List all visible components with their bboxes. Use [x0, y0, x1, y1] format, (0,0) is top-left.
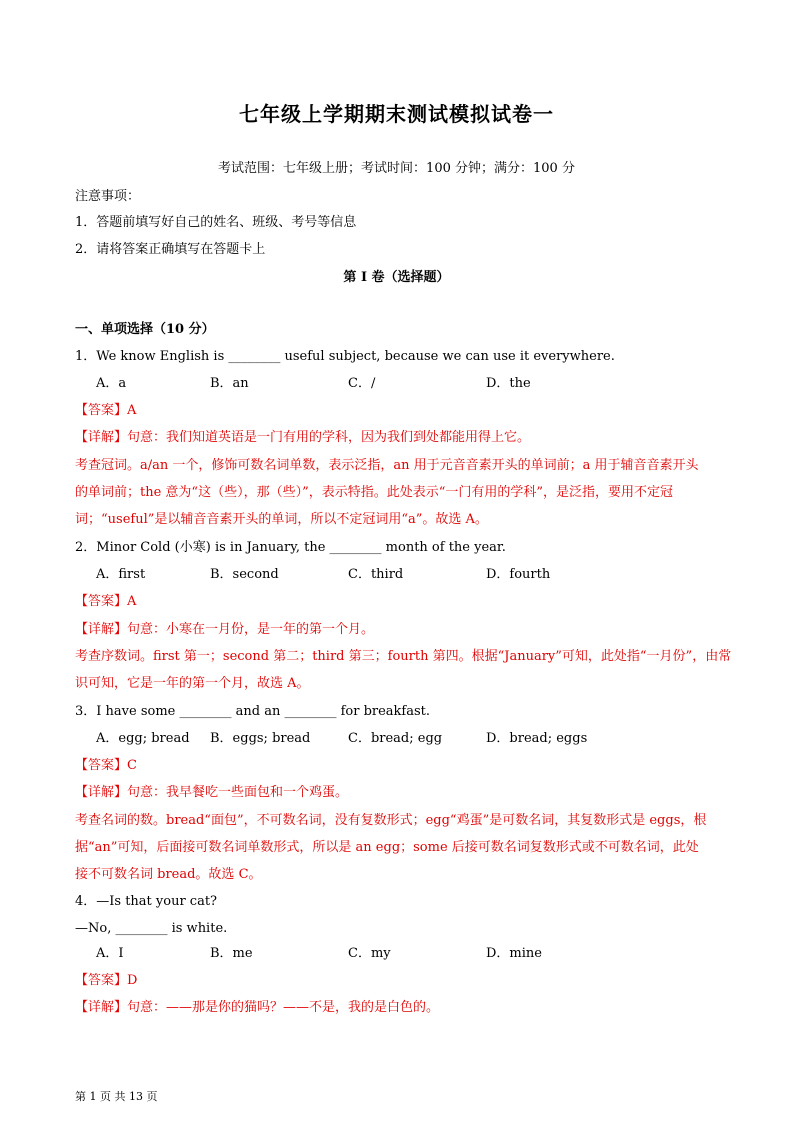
explain-line: 识可知，它是一年的第一个月，故选 A。	[75, 676, 310, 691]
question-stem: 4．—Is that your cat?	[75, 894, 218, 909]
option: C．/	[348, 376, 376, 391]
option: B．an	[210, 376, 249, 391]
question-stem: 3．I have some ________ and an ________ for breakfast.	[75, 704, 431, 719]
explain-line: 据“an”可知，后面接可数名词单数形式，所以是 an egg；some 后接可数名词复数形式或不可数名词，此处	[75, 840, 699, 855]
option: D．fourth	[486, 567, 551, 582]
answer-line: 【答案】D	[75, 973, 138, 988]
explain-line: 考查名词的数。bread“面包”，不可数名词，没有复数形式；egg“鸡蛋”是可数名词，其复数形式是 eggs，根	[75, 813, 707, 828]
option: B．me	[210, 946, 253, 961]
explain-line: 【详解】句意：我早餐吃一些面包和一个鸡蛋。	[75, 785, 349, 800]
explain-line: 的单词前；the 意为“这（些），那（些）”，表示特指。此处表示“一门有用的学科”，是泛指，要用不定冠	[75, 485, 674, 500]
notice-heading: 注意事项：	[75, 189, 141, 204]
options-row	[0, 945, 793, 963]
explain-line: 考查序数词。first 第一；second 第二；third 第三；fourth 第四。根据“January”可知，此处指“一月份”，由常	[75, 649, 732, 664]
notice-item: 1．答题前填写好自己的姓名、班级、考号等信息	[75, 215, 357, 230]
option: C．my	[348, 946, 391, 961]
page-footer: 第 1 页 共 13 页	[75, 1090, 158, 1103]
question-stem: —No, ________ is white.	[75, 921, 228, 936]
options-row	[0, 730, 793, 748]
explain-line: 【详解】句意：我们知道英语是一门有用的学科，因为我们到处都能用得上它。	[75, 430, 531, 445]
option: A．egg; bread	[96, 731, 190, 746]
answer-line: 【答案】A	[75, 403, 137, 418]
option: B．second	[210, 567, 279, 582]
options-row	[0, 375, 793, 393]
option: B．eggs; bread	[210, 731, 311, 746]
exam-info: 考试范围：七年级上册；考试时间：100 分钟；满分：100 分	[218, 161, 575, 176]
options-row	[0, 566, 793, 584]
answer-line: 【答案】C	[75, 758, 137, 773]
explain-line: 接不可数名词 bread。故选 C。	[75, 867, 262, 882]
explain-line: 【详解】句意：——那是你的猫吗？——不是，我的是白色的。	[75, 1000, 440, 1015]
section-heading: 一、单项选择（10 分）	[75, 322, 215, 337]
option: A．I	[96, 946, 124, 961]
option: A．first	[96, 567, 146, 582]
option: C．third	[348, 567, 404, 582]
option: C．bread; egg	[348, 731, 443, 746]
option: D．mine	[486, 946, 542, 961]
explain-line: 【详解】句意：小寒在一月份，是一年的第一个月。	[75, 622, 375, 637]
volume-heading: 第 I 卷（选择题）	[343, 270, 450, 285]
explain-line: 考查冠词。a/an 一个，修饰可数名词单数，表示泛指，an 用于元音音素开头的单词前；a 用于辅音音素开头	[75, 458, 699, 473]
notice-item: 2．请将答案正确填写在答题卡上	[75, 242, 266, 257]
explain-line: 词；“useful”是以辅音音素开头的单词，所以不定冠词用“a”。故选 A。	[75, 512, 488, 527]
question-stem: 2．Minor Cold (小寒) is in January, the ________ month of the year.	[75, 540, 506, 555]
option: A．a	[96, 376, 127, 391]
option: D．bread; eggs	[486, 731, 588, 746]
answer-line: 【答案】A	[75, 594, 137, 609]
option: D．the	[486, 376, 531, 391]
page-title: 七年级上学期期末测试模拟试卷一	[239, 102, 554, 126]
question-stem: 1．We know English is ________ useful subject, because we can use it everywhere.	[75, 349, 615, 364]
